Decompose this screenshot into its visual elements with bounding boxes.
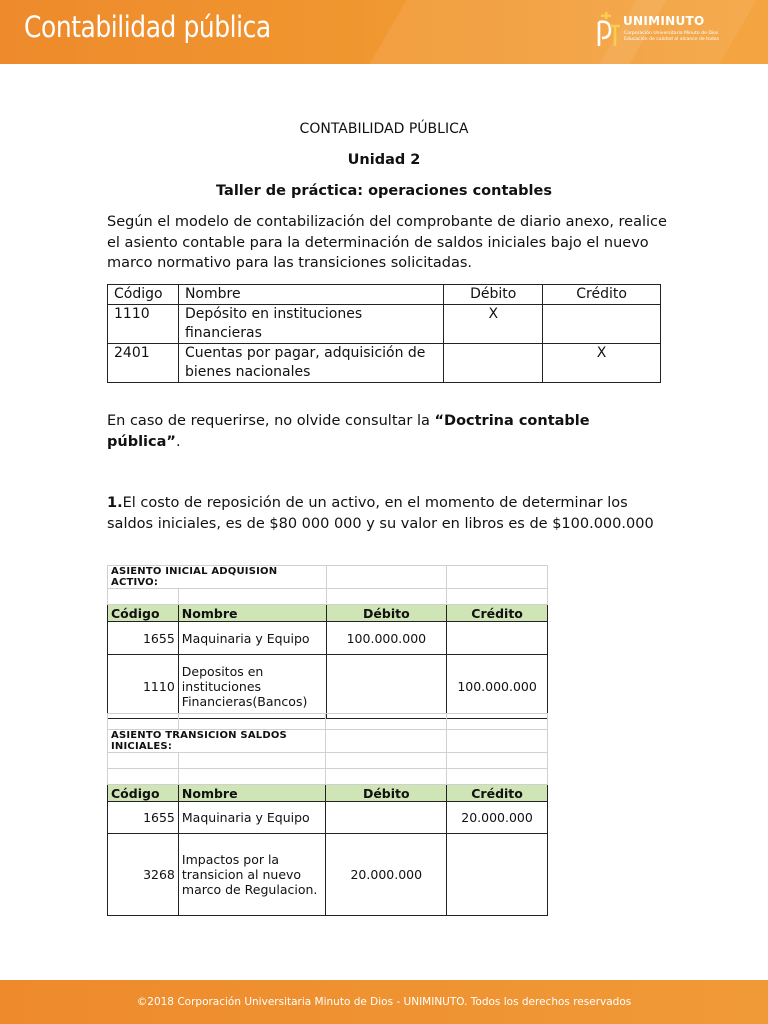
- intro-paragraph: Según el modelo de contabilización del comprobante de diario anexo, realice el asiento contable para la determinación de saldos iniciales bajo el nuevo marco normativo para las transiciones solicitadas.: [107, 214, 667, 271]
- asiento-title: ASIENTO TRANSICION SALDOS INICIALES:: [108, 730, 326, 753]
- table-row: [108, 305, 661, 344]
- cell-name: Maquinaria y Equipo: [178, 802, 326, 834]
- header-cell: Crédito: [543, 285, 661, 305]
- question-1: [107, 493, 667, 534]
- cell-name: Depósito en instituciones financieras: [178, 305, 443, 344]
- header-cell: Nombre: [178, 785, 326, 802]
- cell-name: Cuentas por pagar, adquisición de bienes nacionales: [178, 344, 443, 383]
- cell-name: Depositos en instituciones Financieras(Bancos): [178, 655, 326, 719]
- uniminuto-logo: [596, 12, 762, 52]
- header-cell: Nombre: [178, 285, 443, 305]
- cell-debit: [444, 344, 543, 383]
- table-row: [108, 622, 548, 655]
- asiento-transicion-table: [107, 713, 548, 916]
- table-row: [108, 655, 548, 719]
- table-row: [108, 802, 548, 834]
- header-cell: Crédito: [447, 785, 548, 802]
- table-row: [108, 344, 661, 383]
- cell-credit: [447, 622, 548, 655]
- header-cell: Crédito: [447, 605, 548, 622]
- cell-debit: 100.000.000: [326, 622, 447, 655]
- question-text: El costo de reposición de un activo, en el momento de determinar los saldos iniciales, es de $80 000 000 y su valor en libros es de $100.000.000: [107, 495, 654, 532]
- page-header: [0, 0, 768, 64]
- cell-debit: [326, 655, 447, 719]
- header-cell: Código: [108, 285, 179, 305]
- doc-unit: Unidad 2: [347, 152, 421, 168]
- doctrine-note: En caso de requerirse, no olvide consultar la “Doctrina contable pública”.: [107, 413, 590, 450]
- table-row: [108, 834, 548, 916]
- doctrine-reference: “Doctrina contable pública”: [107, 413, 590, 450]
- logo-tagline: Educación de calidad al alcance de todos: [624, 37, 719, 42]
- cell-code: 3268: [108, 834, 179, 916]
- cell-credit: [447, 834, 548, 916]
- asiento-title: ASIENTO INICIAL ADQUISION ACTIVO:: [108, 566, 327, 589]
- header-title: Contabilidad pública: [24, 10, 271, 44]
- header-cell: Código: [108, 785, 179, 802]
- header-cell: Débito: [444, 285, 543, 305]
- cell-credit: 100.000.000: [447, 655, 548, 719]
- uniminuto-logo-icon: [596, 12, 622, 50]
- doc-workshop: Taller de práctica: operaciones contables: [216, 183, 552, 199]
- doc-title: CONTABILIDAD PÚBLICA: [299, 121, 469, 137]
- page-footer: [0, 980, 768, 1024]
- cell-credit: 20.000.000: [447, 802, 548, 834]
- header-cell: Débito: [326, 605, 447, 622]
- question-number: 1.: [107, 495, 123, 511]
- accounts-table: [107, 284, 661, 383]
- logo-subtitle: Corporación Universitaria Minuto de Dios: [624, 31, 719, 36]
- table-header-row: [108, 605, 548, 622]
- logo-name: UNIMINUTO: [623, 14, 705, 28]
- cell-name: Impactos por la transicion al nuevo marco de Regulacion.: [178, 834, 326, 916]
- cell-debit: 20.000.000: [326, 834, 447, 916]
- cell-code: 1110: [108, 305, 179, 344]
- cell-name: Maquinaria y Equipo: [178, 622, 326, 655]
- cell-debit: [326, 802, 447, 834]
- cell-credit: [543, 305, 661, 344]
- table-header-row: [108, 285, 661, 305]
- cell-debit: X: [444, 305, 543, 344]
- header-cell: Nombre: [178, 605, 326, 622]
- table-header-row: [108, 785, 548, 802]
- asiento-inicial-table: [107, 565, 548, 719]
- cell-credit: X: [543, 344, 661, 383]
- cell-code: 2401: [108, 344, 179, 383]
- header-cell: Débito: [326, 785, 447, 802]
- header-cell: Código: [108, 605, 179, 622]
- cell-code: 1110: [108, 655, 179, 719]
- cell-code: 1655: [108, 802, 179, 834]
- footer-copyright: ©2018 Corporación Universitaria Minuto de Dios - UNIMINUTO. Todos los derechos reservados: [136, 996, 632, 1008]
- cell-code: 1655: [108, 622, 179, 655]
